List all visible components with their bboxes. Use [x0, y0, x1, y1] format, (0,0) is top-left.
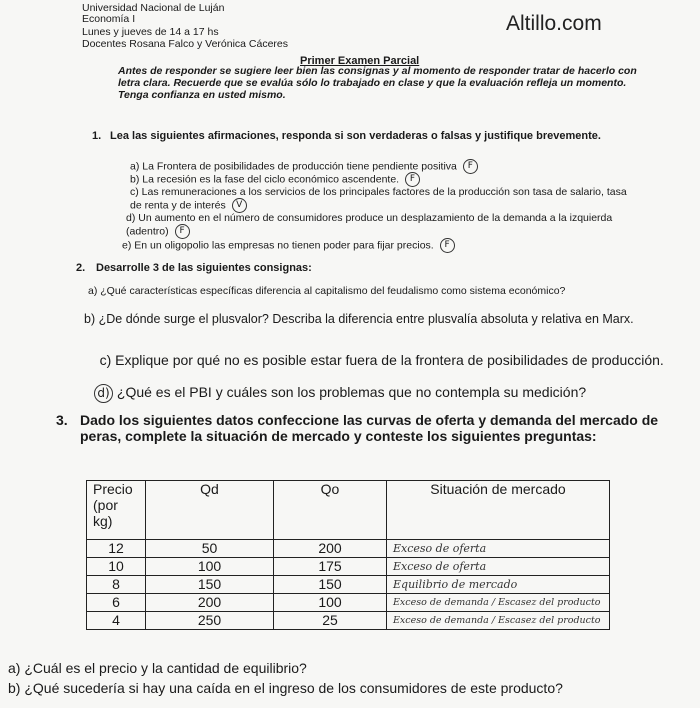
intro-text: Antes de responder se sugiere leer bien las consignas y al momento de responder tratar de hacerlo con letra clara. Recuerde que se evalúa sólo lo trabajado en clase y que la evaluación refleja un momento. Tenga confianza en usted mismo.	[118, 65, 637, 101]
q2-item-text: ¿De dónde surge el plusvalor? Describa la diferencia entre plusvalía absoluta y relativa en Marx.	[98, 312, 634, 326]
q1-item-c	[130, 186, 640, 213]
cell-situation: Equilibrio de mercado	[387, 576, 610, 594]
table-row	[87, 612, 610, 630]
cell-price: 6	[87, 594, 146, 612]
q1-item-b	[130, 172, 420, 187]
q1-item-text: La recesión es la fase del ciclo económico ascendente.	[142, 173, 400, 186]
q1-item-letter: a)	[130, 160, 140, 173]
table-row	[87, 594, 610, 612]
cell-qo: 175	[274, 558, 387, 576]
q1-item-text: Las remuneraciones a los servicios de los principales factores de la producción son tasa de salario, tasa de renta y de interés	[130, 186, 627, 212]
col-header-qo: Qo	[274, 481, 387, 540]
cell-price: 8	[87, 576, 146, 594]
subquestion-letter: a)	[8, 660, 21, 676]
q2-number: 2.	[76, 262, 86, 274]
cell-qd: 50	[146, 540, 274, 558]
cell-qd: 250	[146, 612, 274, 630]
teachers: Docentes Rosana Falco y Verónica Cáceres	[82, 38, 289, 50]
q3-number: 3.	[56, 412, 68, 428]
university-name: Universidad Nacional de Luján	[82, 2, 225, 14]
cell-qo: 200	[274, 540, 387, 558]
q1-item-mark: F	[405, 172, 420, 187]
q1-item-d	[126, 212, 636, 239]
q2-item-letter: a)	[88, 285, 98, 297]
cell-qd: 100	[146, 558, 274, 576]
q2-item-letter: b)	[84, 312, 96, 326]
q2-item-a	[88, 285, 673, 297]
cell-price: 4	[87, 612, 146, 630]
q2-item-b	[84, 312, 684, 326]
q1-number: 1.	[92, 130, 102, 142]
schedule: Lunes y jueves de 14 a 17 hs	[82, 26, 219, 38]
table-row	[87, 576, 610, 594]
q2-text: Desarrolle 3 de las siguientes consignas:	[96, 262, 312, 274]
q1-item-e	[122, 238, 455, 253]
q1-text: Lea las siguientes afirmaciones, responda si son verdaderas o falsas y justifique brevemente.	[110, 130, 601, 142]
q1-item-letter: d)	[126, 212, 136, 224]
cell-qd: 150	[146, 576, 274, 594]
table-header-row	[87, 481, 610, 540]
subquestion-text: ¿Qué sucedería si hay una caída en el ingreso de los consumidores de este producto?	[24, 680, 563, 696]
q2-item-text: ¿Qué características específicas diferencia al capitalismo del feudalismo como sistema económico?	[100, 285, 566, 297]
q1-item-letter: b)	[130, 173, 140, 186]
q1-item-letter: c)	[130, 186, 139, 198]
cell-qo: 25	[274, 612, 387, 630]
q3-text: Dado los siguientes datos confeccione las curvas de oferta y demanda del mercado de peras, complete la situación de mercado y conteste los siguientes preguntas:	[80, 412, 659, 444]
q1-item-mark: F	[175, 224, 190, 239]
table-row	[87, 558, 610, 576]
market-table	[86, 480, 610, 630]
q2-item-text: ¿Qué es el PBI y cuáles son los problemas que no contempla su medición?	[116, 384, 587, 401]
subquestion-text: ¿Cuál es el precio y la cantidad de equilibrio?	[24, 660, 307, 676]
q1-item-letter: e)	[122, 239, 132, 252]
q2-item-text: Explique por qué no es posible estar fuera de la frontera de posibilidades de producción.	[115, 352, 664, 368]
q1-item-mark: F	[440, 238, 455, 253]
course-name: Economía I	[82, 13, 136, 25]
q1-item-mark: F	[463, 159, 478, 174]
table-row	[87, 540, 610, 558]
cell-situation: Exceso de oferta	[387, 558, 610, 576]
cell-qd: 200	[146, 594, 274, 612]
q1-item-text: La Frontera de posibilidades de producción tiene pendiente positiva	[142, 160, 457, 173]
watermark: Altillo.com	[506, 12, 602, 35]
cell-situation: Exceso de oferta	[387, 540, 610, 558]
q3-subquestion-b	[8, 680, 563, 696]
q2-item-d	[94, 384, 586, 403]
cell-qo: 150	[274, 576, 387, 594]
subquestion-letter: b)	[8, 680, 21, 696]
q1-item-mark: V	[232, 198, 247, 213]
col-header-price: Precio (por kg)	[87, 481, 146, 540]
q1-item-text: Un aumento en el número de consumidores produce un desplazamiento de la demanda a la izquierda (adentro)	[126, 212, 613, 238]
cell-qo: 100	[274, 594, 387, 612]
q2-item-c	[84, 352, 684, 368]
col-header-qd: Qd	[146, 481, 274, 540]
cell-price: 10	[87, 558, 146, 576]
q1-item-text: En un oligopolio las empresas no tienen poder para fijar precios.	[134, 239, 434, 252]
cell-price: 12	[87, 540, 146, 558]
q2-item-letter: d)	[94, 384, 113, 403]
q2-item-letter: c)	[99, 352, 112, 368]
cell-situation: Exceso de demanda / Escasez del producto	[387, 612, 610, 630]
exam-title: Primer Examen Parcial	[300, 55, 420, 67]
col-header-situation: Situación de mercado	[387, 481, 610, 540]
q3-subquestion-a	[8, 660, 307, 676]
cell-situation: Exceso de demanda / Escasez del producto	[387, 594, 610, 612]
